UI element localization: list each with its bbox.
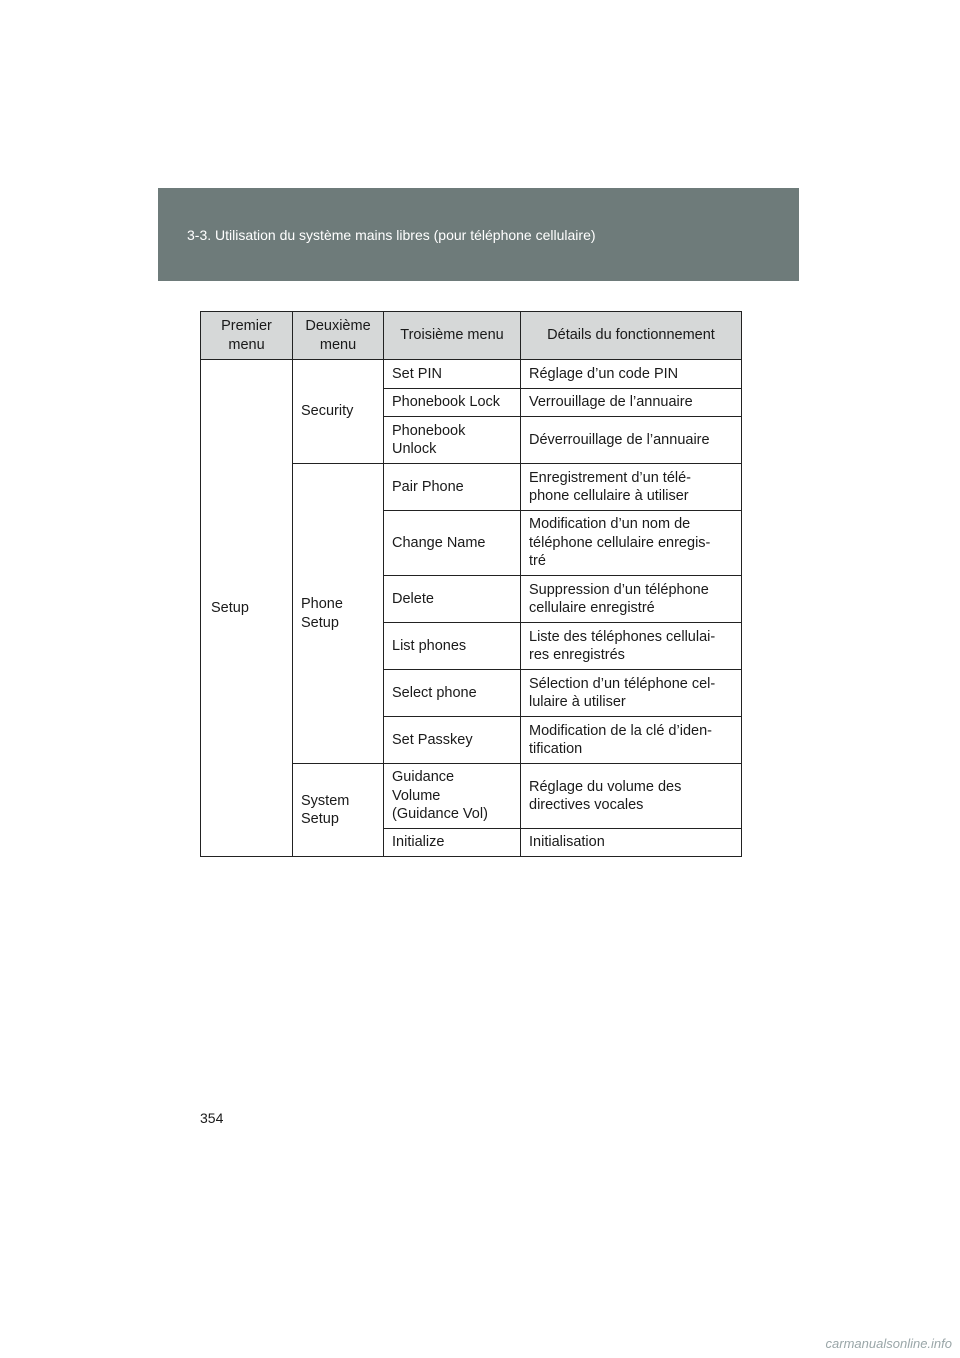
third-menu-cell: List phones (384, 623, 521, 670)
detail-cell: Verrouillage de l’annuaire (521, 389, 742, 417)
third-menu-cell: Change Name (384, 511, 521, 576)
header-first-menu: Premier menu (201, 312, 293, 360)
detail-cell: Déverrouillage de l’annuaire (521, 417, 742, 464)
detail-cell: Initialisation (521, 829, 742, 857)
third-menu-cell: Delete (384, 576, 521, 623)
detail-cell: Réglage d’un code PIN (521, 360, 742, 389)
detail-cell: Suppression d’un téléphone cellulaire enregistré (521, 576, 742, 623)
third-menu-cell: Phonebook Unlock (384, 417, 521, 464)
header-third-menu: Troisième menu (384, 312, 521, 360)
second-menu-security: Security (293, 360, 384, 464)
detail-cell: Liste des téléphones cellulai- res enregistrés (521, 623, 742, 670)
third-menu-cell: Phonebook Lock (384, 389, 521, 417)
third-menu-cell: Initialize (384, 829, 521, 857)
detail-cell: Enregistrement d’un télé- phone cellulaire à utiliser (521, 464, 742, 511)
section-title: 3-3. Utilisation du système mains libres (pour téléphone cellulaire) (187, 227, 596, 243)
detail-cell: Sélection d’un téléphone cel- lulaire à utiliser (521, 670, 742, 717)
third-menu-cell: Select phone (384, 670, 521, 717)
detail-cell: Modification d’un nom de téléphone cellulaire enregis- tré (521, 511, 742, 576)
third-menu-cell: Pair Phone (384, 464, 521, 511)
section-header-band (158, 188, 799, 281)
third-menu-cell: Set Passkey (384, 717, 521, 764)
table-header-row (201, 312, 742, 360)
header-second-menu: Deuxième menu (293, 312, 384, 360)
table-row (201, 360, 742, 389)
second-menu-system-setup: System Setup (293, 764, 384, 857)
header-details: Détails du fonctionnement (521, 312, 742, 360)
detail-cell: Réglage du volume des directives vocales (521, 764, 742, 829)
page-number: 354 (200, 1110, 224, 1126)
detail-cell: Modification de la clé d’iden- tification (521, 717, 742, 764)
third-menu-cell: Set PIN (384, 360, 521, 389)
first-menu-setup: Setup (201, 360, 293, 857)
menu-table (200, 311, 742, 857)
watermark-text: carmanualsonline.info (825, 1336, 952, 1351)
third-menu-cell: Guidance Volume (Guidance Vol) (384, 764, 521, 829)
second-menu-phone-setup: Phone Setup (293, 464, 384, 764)
